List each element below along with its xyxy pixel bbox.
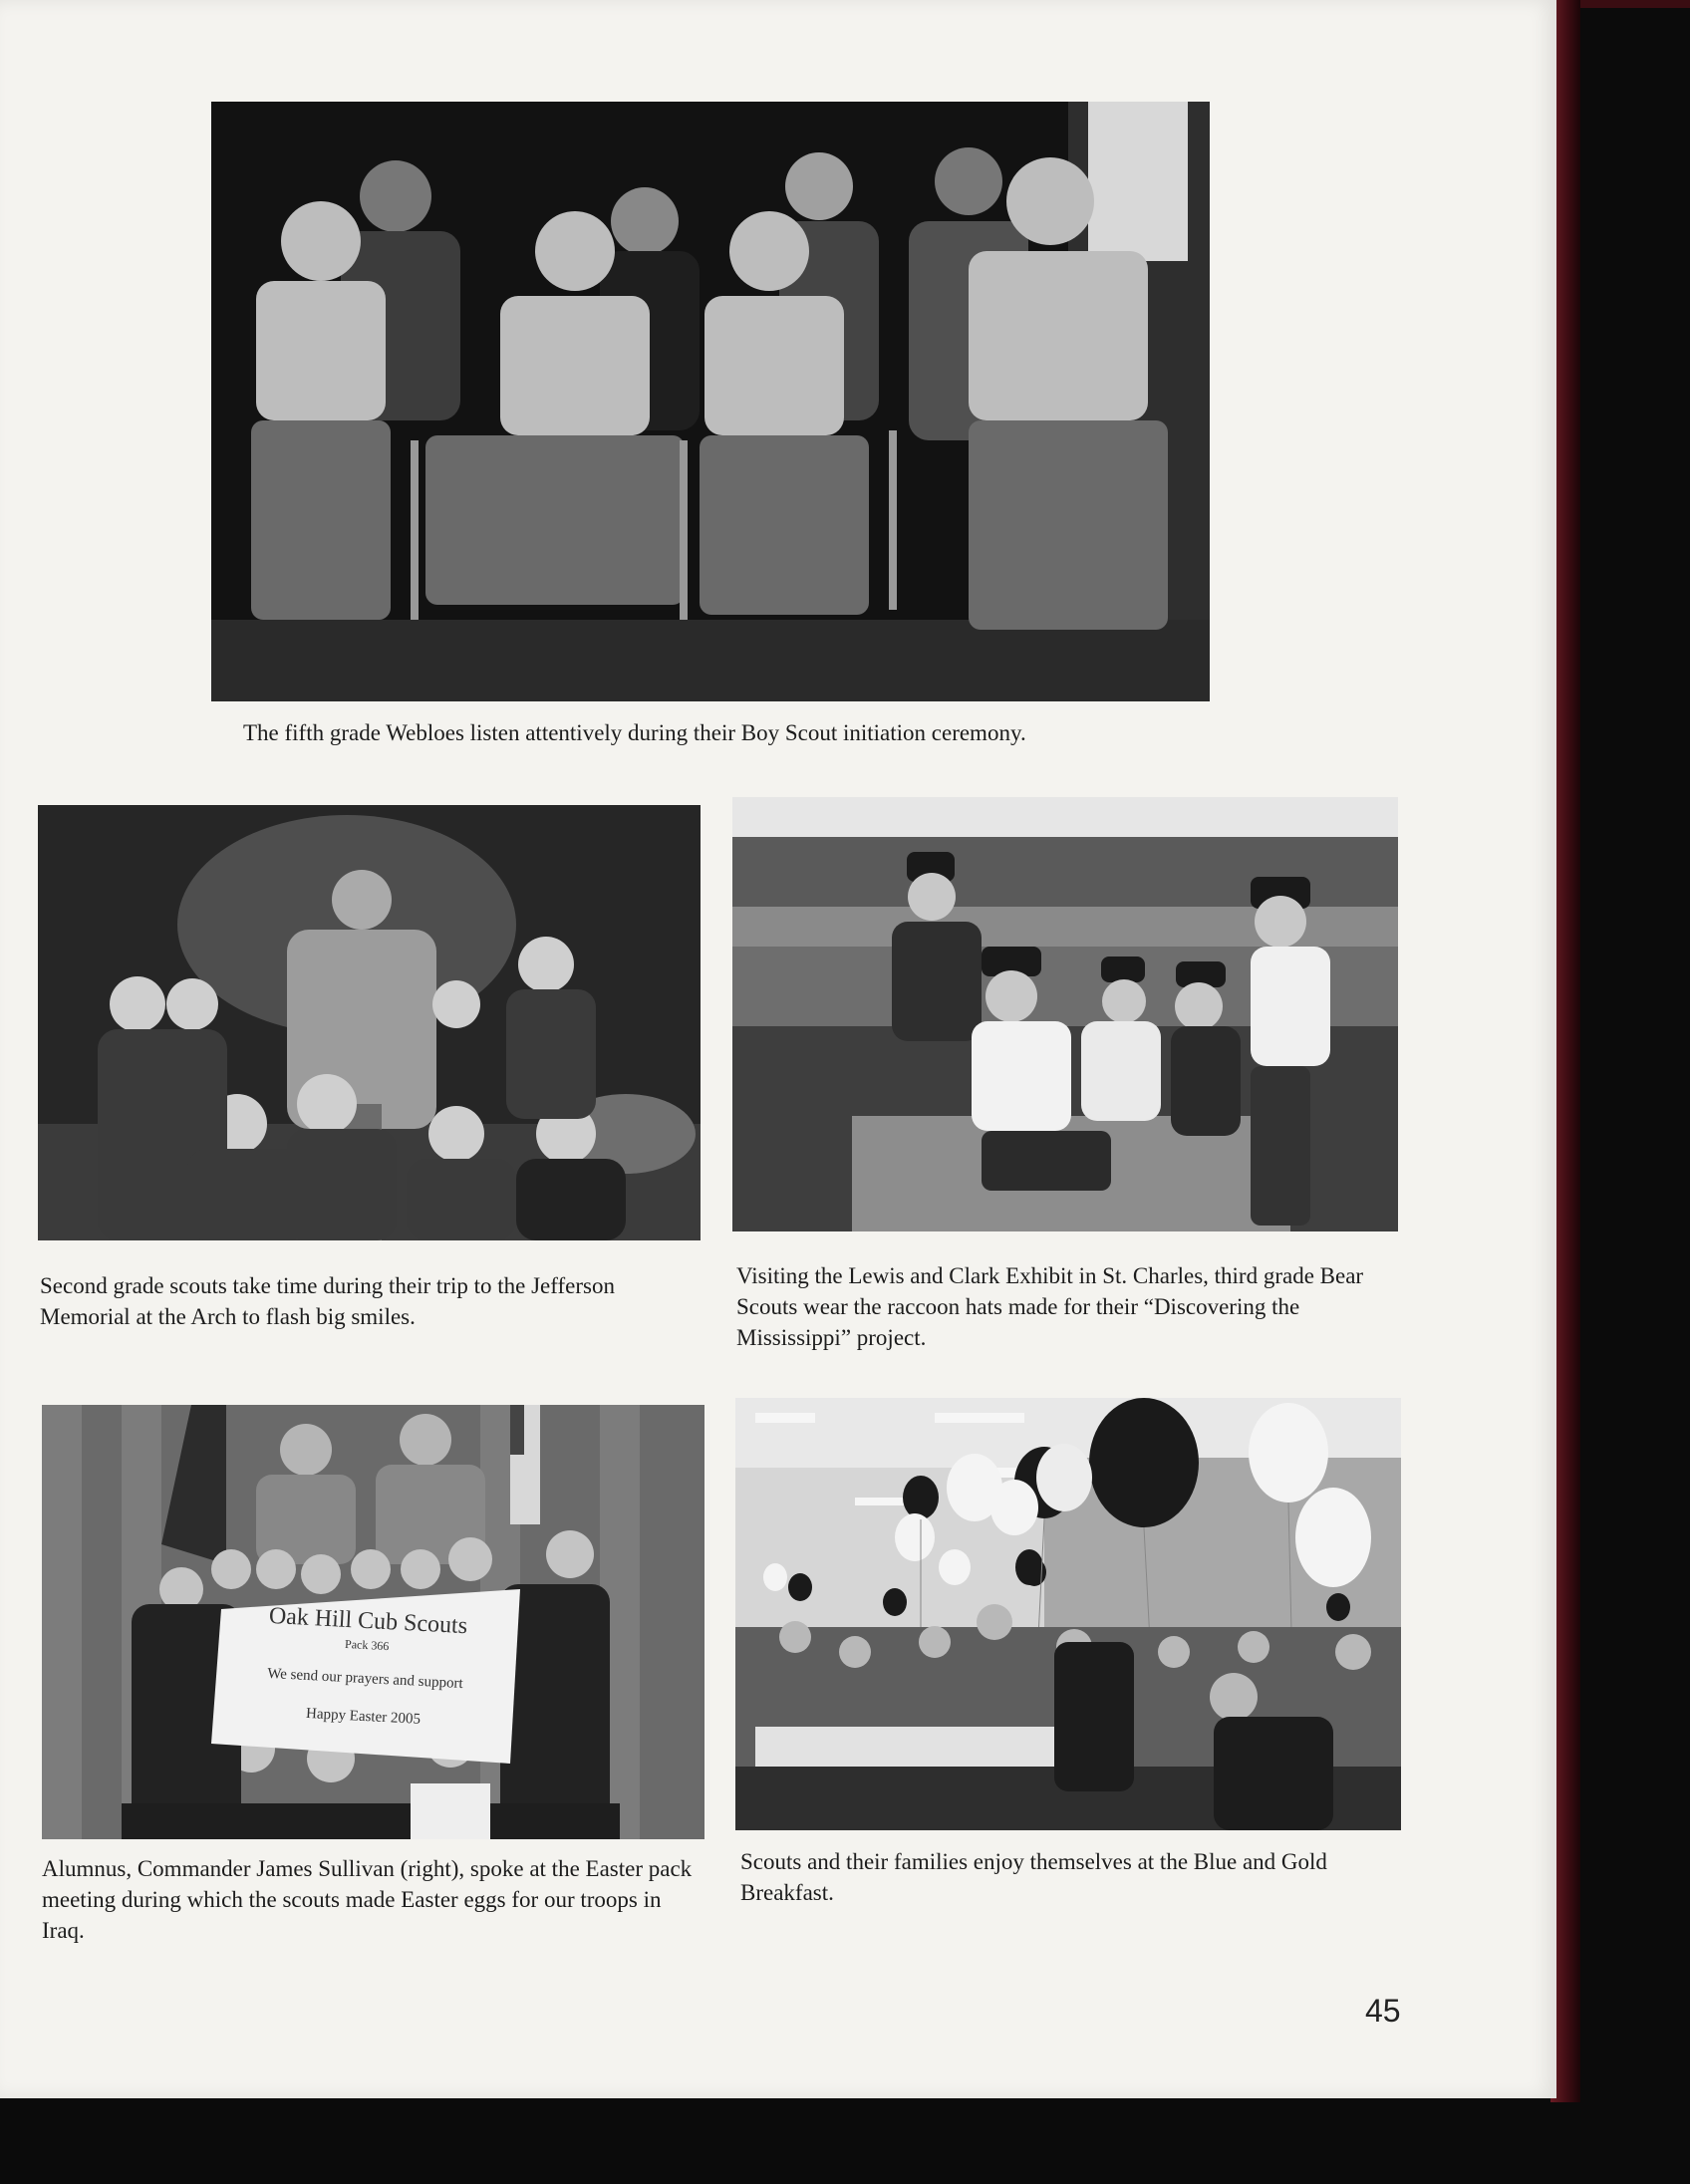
page-number: 45 xyxy=(1365,1993,1401,2029)
photo-webloes-ceremony xyxy=(211,102,1210,701)
banner-line-2: Pack 366 xyxy=(344,1636,390,1654)
caption-easter: Alumnus, Commander James Sullivan (right), spoke at the Easter pack meeting during which the scouts made Easter eggs for our troops in Iraq. xyxy=(42,1856,693,1943)
photo-second-grade-arch xyxy=(38,805,701,1240)
banner-line-4: Happy Easter 2005 xyxy=(305,1705,422,1728)
caption-webloes: The fifth grade Webloes listen attentively during their Boy Scout initiation ceremony. xyxy=(243,720,1026,745)
caption-second-grade: Second grade scouts take time during their trip to the Jefferson Memorial at the Arch to flash big smiles. xyxy=(40,1273,615,1329)
caption-breakfast: Scouts and their families enjoy themselves at the Blue and Gold Breakfast. xyxy=(740,1849,1327,1905)
easter-banner xyxy=(228,1602,503,1736)
banner-line-1: Oak Hill Cub Scouts xyxy=(268,1602,468,1640)
caption-bear-scouts: Visiting the Lewis and Clark Exhibit in St. Charles, third grade Bear Scouts wear the raccoon hats made for their “Discovering the Mississippi” project. xyxy=(736,1263,1364,1350)
banner-line-3: We send our prayers and support xyxy=(266,1665,464,1693)
photo-easter-meeting xyxy=(42,1405,704,1839)
photo-bear-scouts xyxy=(732,797,1398,1231)
photo-blue-gold-breakfast xyxy=(735,1398,1401,1830)
